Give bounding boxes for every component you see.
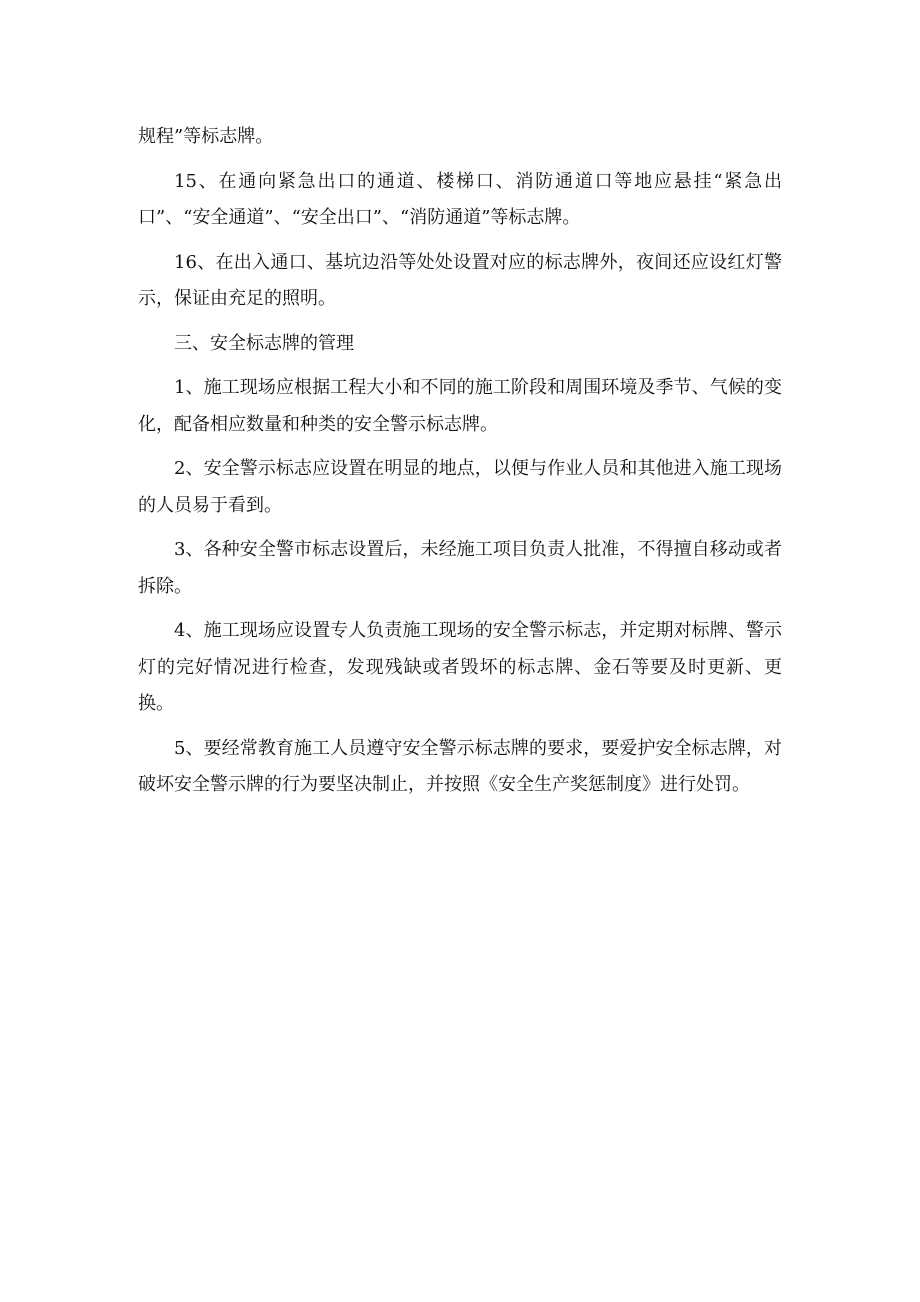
paragraph-item-5: 5、要经常教育施工人员遵守安全警示标志牌的要求，要爱护安全标志牌，对破坏安全警示牌的行为要坚决制止，并按照《安全生产奖惩制度》进行处罚。 [138, 737, 782, 795]
paragraph-item-3: 3、各种安全警市标志设置后，未经施工项目负责人批准，不得擅自移动或者拆除。 [138, 539, 782, 597]
section-heading: 三、安全标志牌的管理 [174, 332, 354, 354]
paragraph-item-16: 16、在出入通口、基坑边沿等处处设置对应的标志牌外，夜间还应设红灯警示，保证由充足的照明。 [138, 251, 782, 309]
paragraph-continuation: 规程”等标志牌。 [138, 126, 274, 147]
paragraph-item-4: 4、施工现场应设置专人负责施工现场的安全警示标志，并定期对标牌、警示灯的完好情况进行检查，发现残缺或者毁坏的标志牌、金石等要及时更新、更换。 [138, 620, 782, 714]
paragraph-item-15: 15、在通向紧急出口的通道、楼梯口、消防通道口等地应悬挂“紧急出口”、“安全通道”、“安全出口”、“消防通道”等标志牌。 [138, 170, 782, 228]
document-body [138, 119, 782, 812]
paragraph-item-2: 2、安全警示标志应设置在明显的地点，以便与作业人员和其他进入施工现场的人员易于看到。 [138, 458, 782, 516]
paragraph-item-1: 1、施工现场应根据工程大小和不同的施工阶段和周围环境及季节、气候的变化，配备相应数量和种类的安全警示标志牌。 [138, 377, 782, 435]
